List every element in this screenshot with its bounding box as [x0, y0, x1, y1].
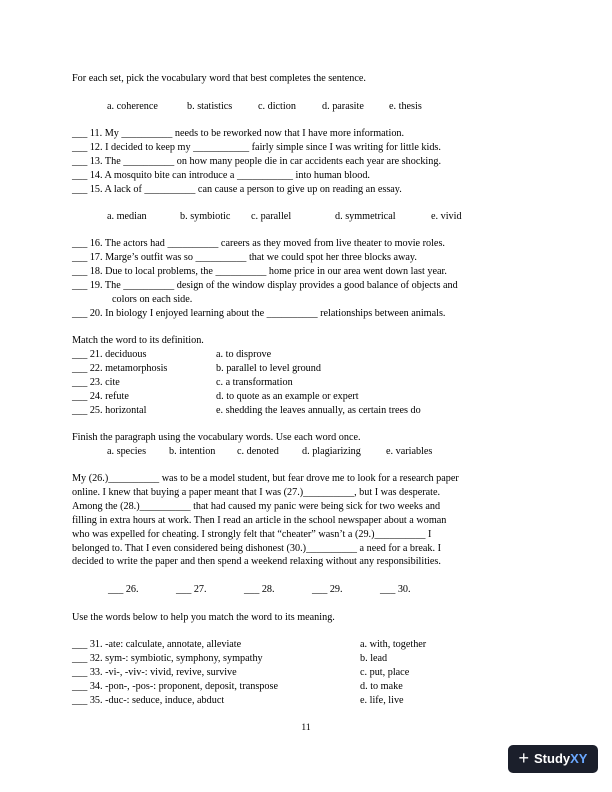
roots-heading-block — [72, 611, 542, 625]
instructions — [72, 72, 542, 86]
paragraph-line: Among the (28.)__________ that had caused my panic were being sick for two weeks and — [72, 500, 441, 512]
question-item: ___ 13. The __________ on how many people die in car accidents each year are shocking. — [72, 155, 441, 167]
page-number: 11 — [301, 723, 311, 733]
option: b. intention — [169, 445, 216, 457]
option: d. parasite — [322, 101, 364, 112]
question-item: ___ 17. Marge’s outfit was so __________ that we could spot her three blocks away. — [72, 251, 417, 263]
root-meaning: e. life, live — [360, 694, 404, 706]
question-item: ___ 16. The actors had __________ careers as they moved from live theater to movie roles. — [72, 238, 445, 249]
question-item: ___ 15. A lack of __________ can cause a person to give up on reading an essay. — [72, 183, 402, 195]
option: d. symmetrical — [335, 211, 396, 222]
match-definition: a. to disprove — [216, 348, 272, 360]
question-item-continued: colors on each side. — [112, 293, 193, 305]
option: a. coherence — [107, 101, 158, 112]
match-definition: d. to quote as an example or expert — [216, 390, 359, 402]
root-item: ___ 34. -pon-, -pos-: proponent, deposit, transpose — [72, 680, 278, 692]
match-definition: c. a transformation — [216, 376, 293, 388]
option: e. vivid — [431, 211, 462, 222]
question-item: ___ 12. I decided to keep my ___________ fairly simple since I was writing for little kids. — [72, 141, 441, 153]
match-definition: e. shedding the leaves annually, as certain trees do — [216, 404, 421, 416]
answer-blank: ___ 27. — [176, 584, 207, 595]
paragraph-heading: Finish the paragraph using the vocabulary words. Use each word once. — [72, 432, 361, 443]
answer-blank: ___ 26. — [108, 584, 139, 595]
question-item: ___ 11. My __________ needs to be reworked now that I have more information. — [72, 128, 405, 139]
option: c. denoted — [237, 445, 279, 457]
studyxy-badge[interactable] — [508, 745, 598, 773]
badge-prefix: Study — [534, 751, 571, 767]
paragraph-line: filling in extra hours at work. Then I read an article in the school newspaper about a woman — [72, 514, 447, 526]
instruction-text: For each set, pick the vocabulary word that best completes the sentence. — [72, 73, 366, 84]
option: b. statistics — [187, 101, 233, 112]
match-section — [72, 334, 542, 417]
option: d. plagiarizing — [302, 445, 361, 457]
option: c. parallel — [251, 211, 292, 222]
badge-suffix: XY — [570, 751, 588, 767]
root-item: ___ 35. -duc-: seduce, induce, abduct — [72, 694, 225, 706]
option: b. symbiotic — [180, 211, 231, 222]
option: a. median — [107, 211, 147, 222]
root-meaning: b. lead — [360, 652, 388, 664]
set1-items — [72, 127, 542, 197]
paragraph-line: My (26.)__________ was to be a model student, but fear drove me to look for a research paper — [72, 473, 459, 484]
plus-icon: + — [518, 748, 530, 769]
option: e. thesis — [389, 101, 422, 112]
paragraph-line: belonged to. That I even considered being dishonest (30.)__________ a need for a break. I — [72, 542, 441, 554]
roots-section — [72, 638, 542, 708]
match-heading: Match the word to its definition. — [72, 335, 204, 346]
option: e. variables — [386, 445, 433, 457]
paragraph-line: online. I knew that buying a paper meant that I was (27.)__________, but I was desperate. — [72, 486, 441, 498]
match-word: ___ 21. deciduous — [72, 348, 147, 360]
root-meaning: d. to make — [360, 680, 403, 692]
cloze-paragraph — [72, 472, 542, 569]
answer-blank: ___ 29. — [312, 584, 343, 595]
option: a. species — [107, 445, 147, 457]
match-word: ___ 24. refute — [72, 390, 129, 402]
paragraph-line: who was expelled for cheating. I strongly felt that “cheater” wasn’t a (29.)__________ I — [72, 528, 432, 540]
question-item: ___ 18. Due to local problems, the __________ home price in our area went down last year. — [72, 265, 447, 277]
question-item: ___ 20. In biology I enjoyed learning about the __________ relationships between animals. — [72, 307, 446, 319]
root-item: ___ 32. sym-: symbiotic, symphony, sympathy — [72, 652, 263, 664]
set2-options — [107, 210, 577, 224]
set1-options — [107, 100, 577, 114]
set2-items — [72, 237, 542, 320]
match-definition: b. parallel to level ground — [216, 362, 321, 374]
root-item: ___ 33. -vi-, -viv-: vivid, revive, survive — [72, 666, 237, 678]
root-item: ___ 31. -ate: calculate, annotate, alleviate — [72, 639, 242, 650]
root-meaning: a. with, together — [360, 639, 427, 650]
answer-blank: ___ 28. — [244, 584, 275, 595]
question-item: ___ 19. The __________ design of the window display provides a good balance of objects and — [72, 279, 458, 291]
match-word: ___ 23. cite — [72, 376, 120, 388]
match-word: ___ 25. horizontal — [72, 404, 147, 416]
answer-blank: ___ 30. — [380, 584, 411, 595]
root-meaning: c. put, place — [360, 666, 410, 678]
paragraph-line: decided to write the paper and then spend a weekend relaxing without any responsibilities. — [72, 556, 441, 568]
match-word: ___ 22. metamorphosis — [72, 362, 168, 374]
question-item: ___ 14. A mosquito bite can introduce a ___________ into human blood. — [72, 169, 370, 181]
answer-blanks — [108, 583, 578, 597]
option: c. diction — [258, 101, 296, 112]
paragraph-heading-block — [72, 431, 542, 459]
roots-heading: Use the words below to help you match the word to its meaning. — [72, 612, 335, 623]
